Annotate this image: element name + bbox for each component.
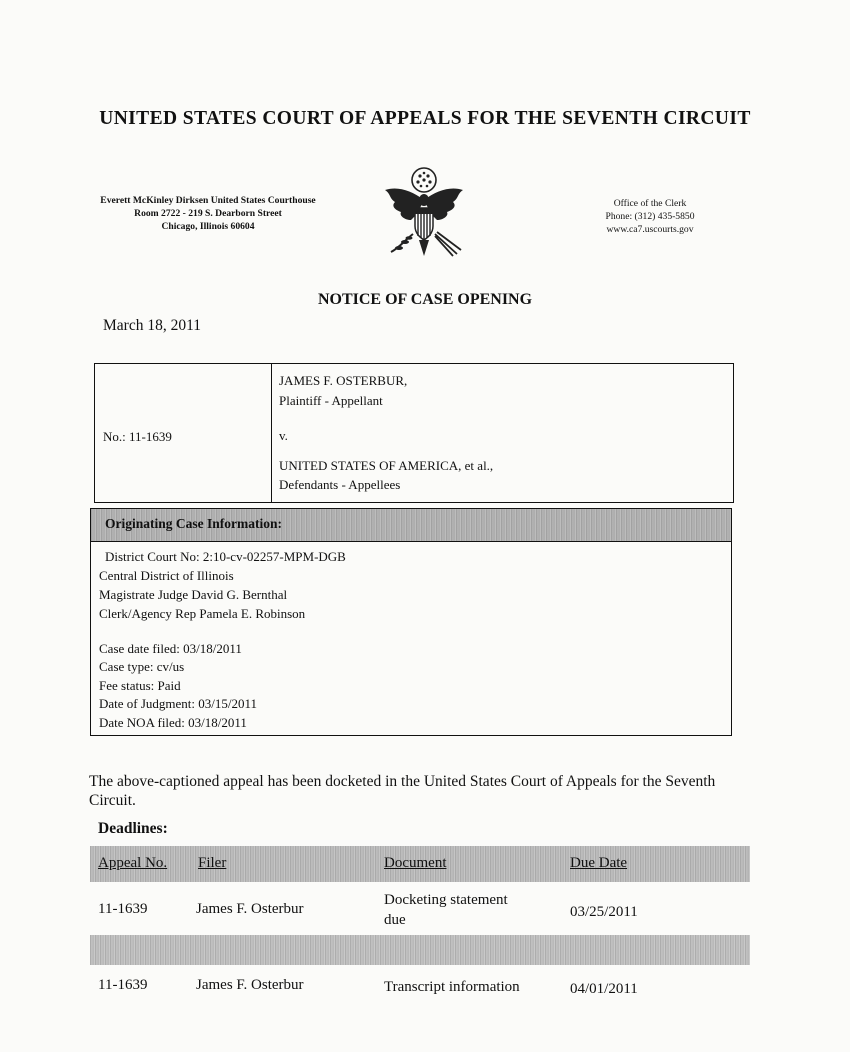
row-appeal-no: 11-1639 — [98, 901, 148, 917]
docketed-paragraph: The above-captioned appeal has been docketed in the United States Court of Appeals for the Seventh Circuit. — [89, 773, 716, 809]
notice-date: March 18, 2011 — [103, 317, 202, 334]
date-noa-filed: Date NOA filed: 03/18/2011 — [99, 714, 247, 730]
row-separator — [90, 935, 750, 965]
address-line: Room 2722 - 219 S. Dearborn Street — [134, 208, 282, 219]
row-document — [384, 890, 508, 930]
clerk-website: www.ca7.uscourts.gov — [606, 224, 694, 235]
date-of-judgment: Date of Judgment: 03/15/2011 — [99, 696, 258, 712]
address-line: Chicago, Illinois 60604 — [161, 221, 255, 232]
case-number: No.: 11-1639 — [103, 429, 172, 444]
clerk-phone: Phone: (312) 435-5850 — [605, 211, 695, 222]
fee-status: Fee status: Paid — [99, 677, 181, 693]
case-parties — [279, 371, 493, 495]
originating-case-box — [90, 508, 732, 736]
row-document: Transcript information — [384, 979, 520, 995]
notice-title: NOTICE OF CASE OPENING — [317, 291, 533, 308]
case-date-filed: Case date filed: 03/18/2011 — [99, 641, 242, 656]
clerk-contact — [584, 197, 716, 236]
caption-divider — [271, 364, 272, 502]
column-header-document: Document — [384, 855, 447, 871]
row-due-date: 03/25/2011 — [570, 904, 638, 920]
row-appeal-no: 11-1639 — [98, 977, 148, 993]
row-due-date: 04/01/2011 — [570, 981, 638, 997]
originating-case-details — [99, 547, 346, 732]
column-header-due-date: Due Date — [570, 855, 628, 871]
plaintiff-name: JAMES F. OSTERBUR, — [279, 373, 408, 388]
row-filer: James F. Osterbur — [196, 977, 304, 993]
column-header-appeal-no: Appeal No. — [98, 855, 168, 871]
district-court-number: District Court No: 2:10-cv-02257-MPM-DGB — [105, 549, 346, 564]
deadlines-table-header — [90, 846, 750, 882]
magistrate-judge: Magistrate Judge David G. Bernthal — [99, 587, 288, 602]
clerk-office: Office of the Clerk — [613, 198, 687, 209]
row-document-line: due — [384, 912, 406, 928]
court-title: UNITED STATES COURT OF APPEALS FOR THE SEVENTH CIRCUIT — [99, 108, 751, 129]
case-type: Case type: cv/us — [99, 659, 185, 675]
originating-case-heading: Originating Case Information: — [105, 516, 282, 531]
row-document-line: Docketing statement — [384, 892, 508, 908]
great-seal-eagle-icon — [377, 164, 471, 260]
defendant-role: Defendants - Appellees — [279, 477, 401, 492]
case-caption-box — [94, 363, 734, 503]
address-line: Everett McKinley Dirksen United States Courthouse — [100, 195, 316, 206]
deadlines-heading: Deadlines: — [98, 820, 168, 837]
district-name: Central District of Illinois — [99, 568, 234, 583]
plaintiff-role: Plaintiff - Appellant — [279, 392, 383, 408]
column-header-filer: Filer — [198, 855, 227, 871]
row-filer: James F. Osterbur — [196, 901, 304, 917]
defendant-name: UNITED STATES OF AMERICA, et al., — [279, 457, 494, 473]
courthouse-address — [92, 194, 324, 233]
clerk-agency-rep: Clerk/Agency Rep Pamela E. Robinson — [99, 606, 306, 621]
originating-case-header — [91, 509, 731, 542]
versus-label: v. — [279, 428, 288, 443]
